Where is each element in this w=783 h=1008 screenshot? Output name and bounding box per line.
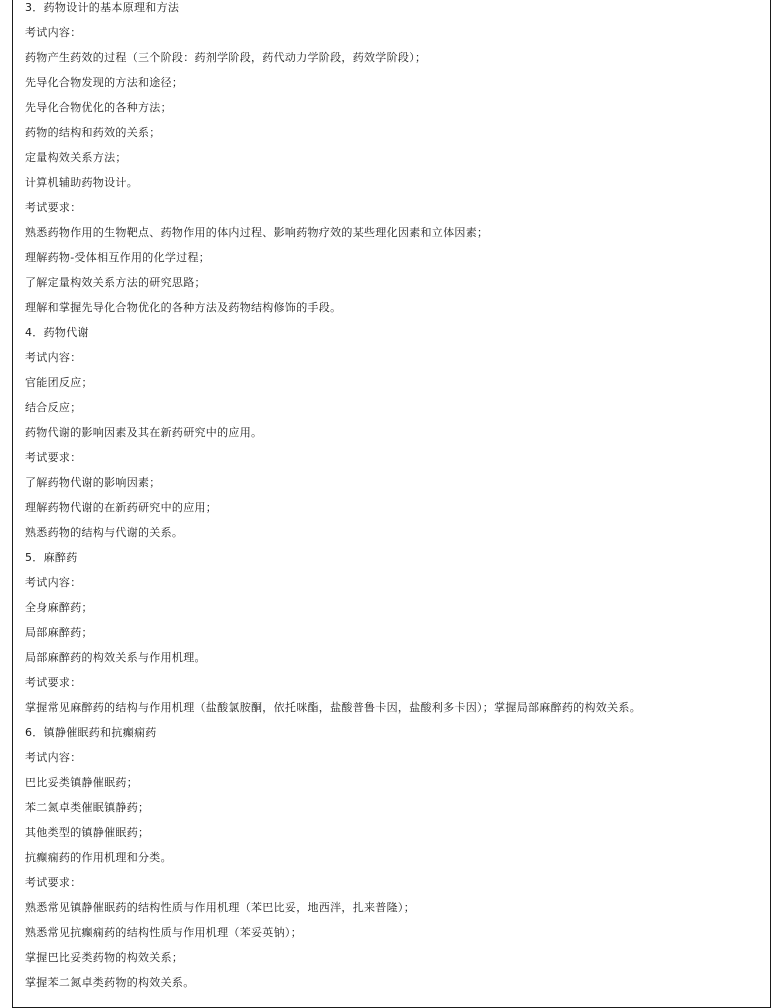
text-line: 结合反应； <box>25 401 82 414</box>
text-line: 理解和掌握先导化合物优化的各种方法及药物结构修饰的手段。 <box>25 301 342 314</box>
text-line: 定量构效关系方法； <box>25 151 127 164</box>
text-line: 理解药物代谢的在新药研究中的应用； <box>25 501 218 514</box>
exam-requirement-label: 考试要求： <box>25 451 82 464</box>
text-line: 理解药物-受体相互作用的化学过程； <box>25 251 211 264</box>
section-heading-drug-metabolism: 4．药物代谢 <box>25 326 89 339</box>
text-line: 计算机辅助药物设计。 <box>25 176 138 189</box>
text-line: 抗癫痫药的作用机理和分类。 <box>25 851 172 864</box>
text-line: 熟悉常见抗癫痫药的结构性质与作用机理（苯妥英钠）； <box>25 926 302 939</box>
text-line: 药物代谢的影响因素及其在新药研究中的应用。 <box>25 426 263 439</box>
text-line: 熟悉药物的结构与代谢的关系。 <box>25 526 184 539</box>
exam-content-label: 考试内容： <box>25 26 82 39</box>
text-line: 掌握苯二氮卓类药物的构效关系。 <box>25 976 195 989</box>
text-line: 局部麻醉药； <box>25 626 93 639</box>
text-line: 熟悉常见镇静催眠药的结构性质与作用机理（苯巴比妥，地西泮，扎来普隆）； <box>25 901 415 914</box>
text-line: 药物产生药效的过程（三个阶段：药剂学阶段，药代动力学阶段，药效学阶段）； <box>25 51 427 64</box>
text-line: 其他类型的镇静催眠药； <box>25 826 150 839</box>
section-heading-drug-design: 3．药物设计的基本原理和方法 <box>25 1 180 14</box>
text-line: 先导化合物优化的各种方法； <box>25 101 172 114</box>
text-line: 先导化合物发现的方法和途径； <box>25 76 184 89</box>
text-line: 了解药物代谢的影响因素； <box>25 476 161 489</box>
text-line: 局部麻醉药的构效关系与作用机理。 <box>25 651 206 664</box>
exam-content-label: 考试内容： <box>25 576 82 589</box>
text-line: 官能团反应； <box>25 376 93 389</box>
text-line: 掌握巴比妥类药物的构效关系； <box>25 951 184 964</box>
text-line: 全身麻醉药； <box>25 601 93 614</box>
exam-content-label: 考试内容： <box>25 751 82 764</box>
document-content <box>25 0 769 1000</box>
section-heading-anesthetics: 5．麻醉药 <box>25 551 78 564</box>
text-line: 掌握常见麻醉药的结构与作用机理（盐酸氯胺酮，依托咪酯，盐酸普鲁卡因，盐酸利多卡因）；掌握局部麻醉药的构效关系。 <box>25 701 641 714</box>
text-line: 了解定量构效关系方法的研究思路； <box>25 276 206 289</box>
exam-content-label: 考试内容： <box>25 351 82 364</box>
exam-requirement-label: 考试要求： <box>25 201 82 214</box>
text-line: 苯二氮卓类催眠镇静药； <box>25 801 150 814</box>
exam-requirement-label: 考试要求： <box>25 676 82 689</box>
exam-requirement-label: 考试要求： <box>25 876 82 889</box>
text-line: 巴比妥类镇静催眠药； <box>25 776 138 789</box>
text-line: 熟悉药物作用的生物靶点、药物作用的体内过程、影响药物疗效的某些理化因素和立体因素； <box>25 226 489 239</box>
section-heading-sedatives: 6．镇静催眠药和抗癫痫药 <box>25 726 157 739</box>
text-line: 药物的结构和药效的关系； <box>25 126 161 139</box>
